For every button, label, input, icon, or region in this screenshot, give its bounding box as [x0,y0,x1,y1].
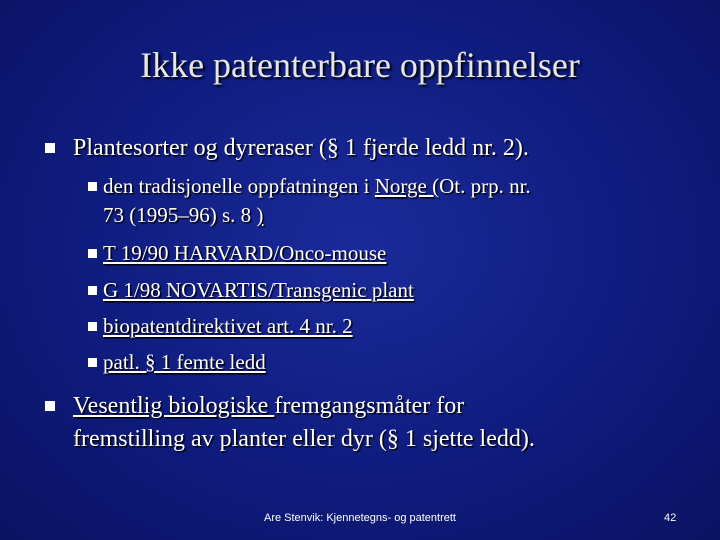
paren-link[interactable]: ) [256,203,264,227]
bullet-plantesorter: Plantesorter og dyreraser (§ 1 fjerde ledd nr. 2). [73,135,529,161]
vesentlig-link[interactable]: Vesentlig biologiske [73,393,275,419]
norge-link[interactable]: Norge ( [374,174,440,198]
slide-title: Ikke patenterbare oppfinnelser [140,45,580,85]
sub-item-tradisjonelle-line2 [103,203,263,227]
bullet-vesentlig [73,391,464,421]
sub-bullet-marker [88,322,97,331]
biopatentdirektivet-link[interactable]: biopatentdirektivet art. 4 nr. 2 [103,314,353,338]
sub-item-tradisjonelle [103,174,531,198]
bullet-text: fremgangsmåter for [274,393,465,419]
sub-bullet-marker [88,358,97,367]
sub-bullet-marker [88,249,97,258]
footer-text: Are Stenvik: Kjennetegns- og patentrett [263,512,456,524]
sub-item-text: Ot. prp. nr. [439,174,531,198]
page-number: 42 [664,512,677,524]
bullet-vesentlig-line2: fremstilling av planter eller dyr (§ 1 sjette ledd). [73,426,535,452]
patl-link[interactable]: patl. § 1 femte ledd [103,350,266,374]
harvard-link[interactable]: T 19/90 HARVARD/Onco-mouse [103,241,387,265]
sub-item-text: den tradisjonelle oppfatningen i [103,174,375,198]
novartis-link[interactable]: G 1/98 NOVARTIS/Transgenic plant [103,278,414,302]
sub-bullet-marker [88,286,97,295]
bullet-marker [45,143,55,153]
sub-item-text: 73 (1995–96) s. 8 [103,203,257,227]
sub-bullet-marker [88,182,97,191]
bullet-marker [45,401,55,411]
